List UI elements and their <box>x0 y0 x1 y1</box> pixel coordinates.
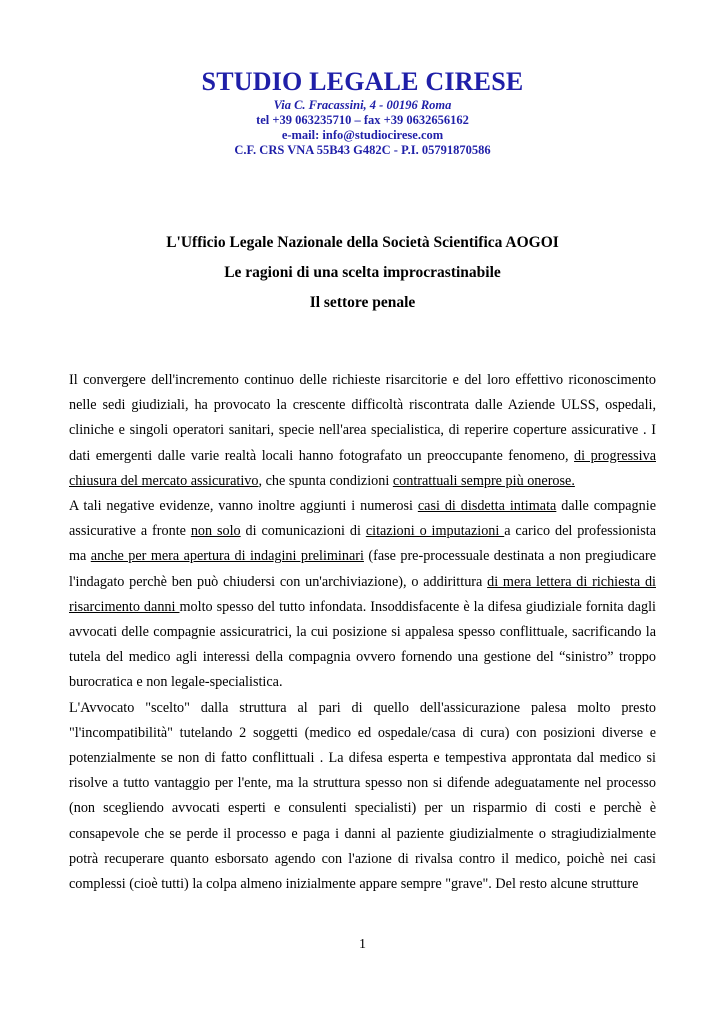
paragraph-2-text-1: A tali negative evidenze, vanno inoltre aggiunti i numerosi <box>69 498 418 515</box>
heading-title: L'Ufficio Legale Nazionale della Società Scientifica AOGOI <box>166 234 559 251</box>
paragraph-2-underline-2: non solo <box>190 523 241 540</box>
paragraph-2-underline-4: anche per mera apertura di indagini preliminari <box>90 548 364 565</box>
paragraph-2-text-4: a carico del professionista ma <box>69 523 657 565</box>
heading-section: Il settore penale <box>309 294 416 311</box>
paragraph-1 <box>69 368 656 494</box>
firm-tax-ids: C.F. CRS VNA 55B43 G482C - P.I. 05791870586 <box>234 143 491 157</box>
document-headings <box>0 228 725 318</box>
paragraph-1-text-2: , che spunta condizioni <box>258 472 393 489</box>
page-number: 1 <box>359 937 366 952</box>
paragraph-2-underline-5: di mera lettera di richiesta di risarcimento danni <box>69 573 656 615</box>
firm-address: Via C. Fracassini, 4 - 00196 Roma <box>273 98 452 112</box>
firm-name: STUDIO LEGALE CIRESE <box>201 67 524 96</box>
paragraph-1-underline-1: di progressiva chiusura del mercato assicurativo <box>69 447 656 489</box>
heading-subtitle: Le ragioni di una scelta improcrastinabile <box>224 264 501 281</box>
firm-email: e-mail: info@studiocirese.com <box>281 128 444 142</box>
paragraph-2 <box>69 494 656 696</box>
paragraph-1-underline-2: contrattuali sempre più onerose. <box>392 472 575 489</box>
body-text <box>69 368 656 897</box>
firm-phone-fax: tel +39 063235710 – fax +39 0632656162 <box>256 113 469 127</box>
paragraph-1-text-1: Il convergere dell'incremento continuo delle richieste risarcitorie e del loro effettivo riconoscimento nelle sedi giudiziali, ha provocato la crescente difficoltà riscontrata dalle Aziende ULSS, ospedali, cliniche e singoli operatori sanitari, specie nell'area specialistica, di reperire coperture assicurative . I dati emergenti dalle varie realtà locali hanno fotografato un preoccupante fenomeno, <box>69 372 656 464</box>
paragraph-2-underline-3: citazioni o imputazioni <box>365 523 505 540</box>
paragraph-3: L'Avvocato "scelto" dalla struttura al pari di quello dell'assicurazione palesa molto presto "l'incompatibilità" tutelando 2 soggetti (medico ed ospedale/casa di cura) con posizioni diverse e potenzialmente se non di fatto conflittuali . La difesa esperta e tempestiva approntata dal medico si risolve a tutto vantaggio per l'ente, ma la struttura spesso non si difende adeguatamente nel processo (non scegliendo avvocati esperti e consulenti specialisti) per un risparmio di costi e perchè è consapevole che se perde il processo e paga i danni al paziente giudizialmente o stragiudizialmente potrà recuperare quanto esborsato agendo con l'azione di rivalsa contro il medico, poichè nei casi complessi (cioè tutti) la colpa almeno inizialmente appare sempre "grave". Del resto alcune strutture <box>69 699 656 893</box>
paragraph-2-underline-1: casi di disdetta intimata <box>417 498 557 515</box>
paragraph-2-text-6: molto spesso del tutto infondata. Insoddisfacente è la difesa giudiziale fornita dagli avvocati delle compagnie assicuratrici, la cui posizione si appalesa spesso conflittuale, sacrificando la tutela del medico agli interessi della compagnia ovvero fornendo una gestione del “sinistro” troppo burocratica e non legale-specialistica. <box>69 598 656 691</box>
paragraph-2-text-5: (fase pre-processuale destinata a non pregiudicare l'indagato perchè ben può chiudersi con un'archiviazione), o addirittura <box>69 548 656 590</box>
paragraph-2-text-3: di comunicazioni di <box>240 523 366 540</box>
paragraph-2-text-2: dalle compagnie assicurative a fronte <box>69 498 656 540</box>
letterhead <box>0 66 725 158</box>
